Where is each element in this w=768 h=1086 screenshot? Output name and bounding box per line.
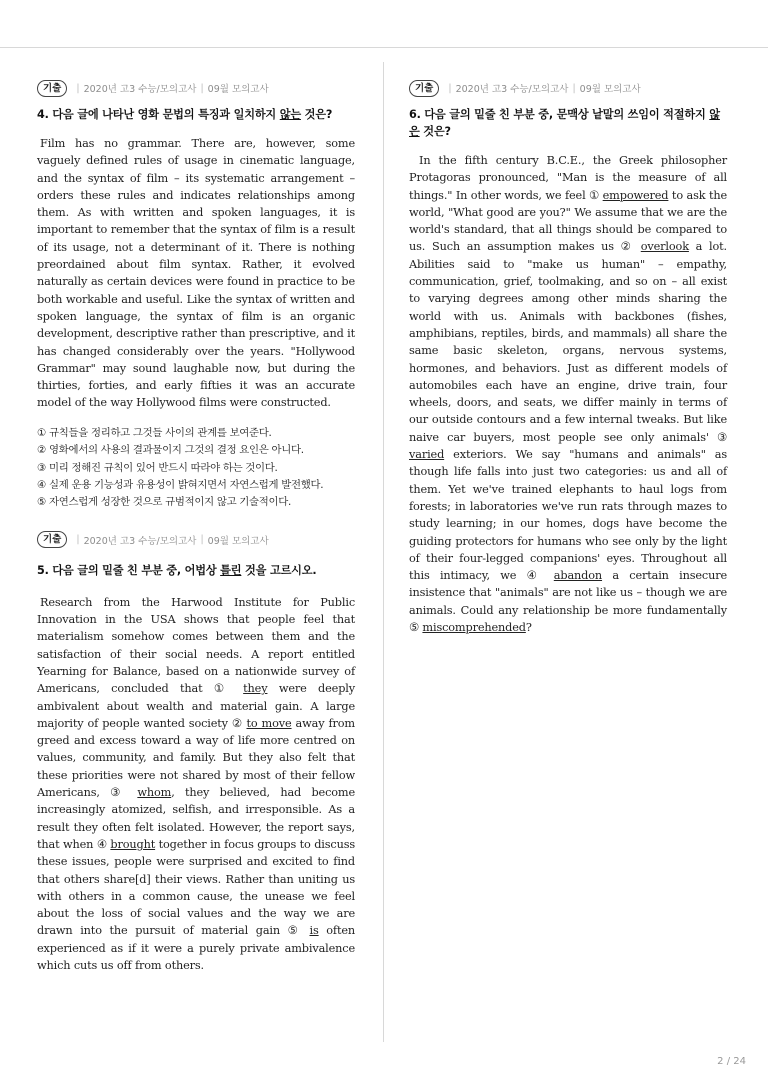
title-text: 4. 다음 글에 나타난 영화 문법의 특징과 일치하지 [37, 108, 280, 121]
choice-4[interactable]: ④ 실제 운용 기능성과 유용성이 밝혀지면서 자연스럽게 발전했다. [37, 478, 324, 491]
underlined-word-3: whom [137, 786, 172, 800]
exam-badge: 기출 [37, 80, 67, 97]
page-number: 2 / 24 [717, 1056, 746, 1067]
passage-text: together in focus groups to discuss these issues, people were surprised and excited to find that others share[d] their views. Rather than uniting us with others in a common cause, the unease we feel about the loss of social values and the way we are drawn into the pursuit of material gain ⑤ [37, 837, 355, 938]
exam-source: 2020년 고3 수능/모의고사 [455, 84, 569, 95]
title-text: 것은? [419, 125, 451, 138]
underlined-word-2: overlook [640, 240, 689, 254]
underlined-word-1: they [243, 682, 268, 696]
exam-month: 09월 모의고사 [579, 84, 641, 95]
underlined-word-2: to move [246, 716, 292, 730]
underlined-word-5: miscomprehended [422, 621, 526, 635]
passage [409, 152, 727, 636]
meta-separator: | [448, 82, 452, 94]
meta-separator: | [572, 82, 576, 94]
title-underlined: 틀린 [220, 563, 242, 577]
answer-choices [37, 425, 355, 512]
underlined-word-4: abandon [553, 569, 603, 583]
exam-month: 09월 모의고사 [207, 535, 269, 547]
question-4 [37, 78, 355, 512]
question-6 [409, 78, 727, 636]
title-text: 5. 다음 글의 밑줄 친 부분 중, 어법상 [37, 563, 221, 577]
passage-text: , they believed, had become increasingly atomized, selfish, and irresponsible. As a result they often felt isolated. However, the report says, that when ④ [37, 786, 355, 851]
exam-badge: 기출 [409, 80, 439, 97]
meta-separator: | [76, 82, 80, 94]
question-5 [37, 530, 355, 975]
question-meta [409, 78, 727, 98]
choice-3[interactable]: ③ 미리 정해진 규칙이 있어 반드시 따라야 하는 것이다. [37, 461, 278, 474]
passage-text: In the fifth century B.C.E., the Greek philosopher Protagoras pronounced, "Man is the measure of all things." In other words, we feel ① [409, 154, 727, 202]
title-underlined: 않은 [409, 108, 720, 138]
column-divider [383, 62, 384, 1042]
choice-5[interactable]: ⑤ 자연스럽게 성장한 것으로 규범적이지 않고 기술적이다. [37, 496, 291, 509]
exam-source: 2020년 고3 수능/모의고사 [83, 84, 197, 95]
question-meta [37, 530, 355, 550]
question-title [37, 106, 355, 123]
question-title [37, 562, 355, 579]
question-title [409, 106, 727, 140]
underlined-word-4: brought [110, 837, 156, 851]
title-text: 것은? [300, 108, 333, 121]
passage-text: away from greed and excess toward a way of life more centred on values, community, and family. But they also felt that these priorities were not shared by most of their fellow Americans, ③ [37, 716, 355, 800]
passage [37, 594, 355, 975]
header-divider [0, 47, 768, 48]
meta-separator: | [200, 534, 204, 546]
passage-text: exteriors. We say "humans and animals" as though life falls into just two categories: us and all of them. Yet we've trained elephants to haul logs from forests; in laboratories we've run rats through mazes to study learning; in our homes, dogs have become the guiding protectors for humans who see only by the light of their four-legged companions' eyes. Throughout all this intimacy, we ④ [409, 448, 727, 583]
underlined-word-1: empowered [602, 188, 669, 202]
title-underlined: 않는 [279, 108, 301, 121]
passage-text: were deeply ambivalent about wealth and material gain. A large majority of people wanted society ② [37, 682, 355, 730]
exam-source: 2020년 고3 수능/모의고사 [83, 535, 197, 547]
passage-text: a lot. Abilities said to "make us human" – empathy, communication, grief, toolmaking, and so on – all exist to varying degrees among other minds sharing the world with us. Animals with backbones (fishes, amphibians, reptiles, birds, and mammals) all share the same basic skeleton, organs, nervous systems, hormones, and behaviors. Just as different models of automobiles each have an engine, drive train, four wheels, doors, and seats, we differ mainly in terms of our outside contours and a few internal tweaks. But like naive car buyers, most people see only animals' ③ [409, 240, 727, 444]
right-column [409, 78, 727, 652]
title-text: 6. 다음 글의 밑줄 친 부분 중, 문맥상 낱말의 쓰임이 적절하지 [409, 108, 710, 121]
passage: Film has no grammar. There are, however, some vaguely defined rules of usage in cinematic language, and the syntax of film – its systematic arrangement – orders these rules and indicates relationships among them. As with written and spoken languages, it is important to remember that the syntax of film is a result of its usage, not a determinant of it. There is nothing preordained about film syntax. Rather, it evolved naturally as certain devices were found in practice to be both workable and useful. Like the syntax of written and spoken language, the syntax of film is an organic development, descriptive rather than prescriptive, and it has changed considerably over the years. "Hollywood Grammar" may sound laughable now, but during the thirties, forties, and early fifties it was an accurate model of the way Hollywood films were constructed. [37, 137, 355, 410]
passage-text: a certain insecure insistence that "animals" are not like us – though we are animals. Could any relationship be more fundamentally ⑤ [409, 569, 727, 635]
title-text: 것을 고르시오. [241, 563, 317, 577]
passage-text: ? [525, 621, 532, 635]
exam-month: 09월 모의고사 [207, 84, 269, 95]
question-meta [37, 78, 355, 98]
exam-badge: 기출 [37, 531, 67, 548]
left-column [37, 78, 355, 990]
meta-separator: | [200, 82, 204, 94]
meta-separator: | [76, 534, 80, 546]
passage-text: Research from the Harwood Institute for Public Innovation in the USA shows that people feel that materialism somehow comes between them and the satisfaction of their social needs. A report entitled Yearning for Balance, based on a nationwide survey of Americans, concluded that ① [37, 595, 355, 696]
choice-2[interactable]: ② 영화에서의 사용의 결과물이지 그것의 결정 요인은 아니다. [37, 444, 304, 457]
underlined-word-3: varied [409, 448, 445, 462]
passage-text: to ask the world, "What good are you?" We assume that we are the world's standard, that all things should be compared to us. Such an assumption makes us ② [409, 188, 727, 254]
choice-1[interactable]: ① 규칙들을 정리하고 그것들 사이의 관계를 보여준다. [37, 426, 272, 439]
underlined-word-5: is [309, 924, 319, 938]
passage-text: often experienced as if it were a purely private ambivalence which cuts us off from others. [37, 924, 355, 973]
